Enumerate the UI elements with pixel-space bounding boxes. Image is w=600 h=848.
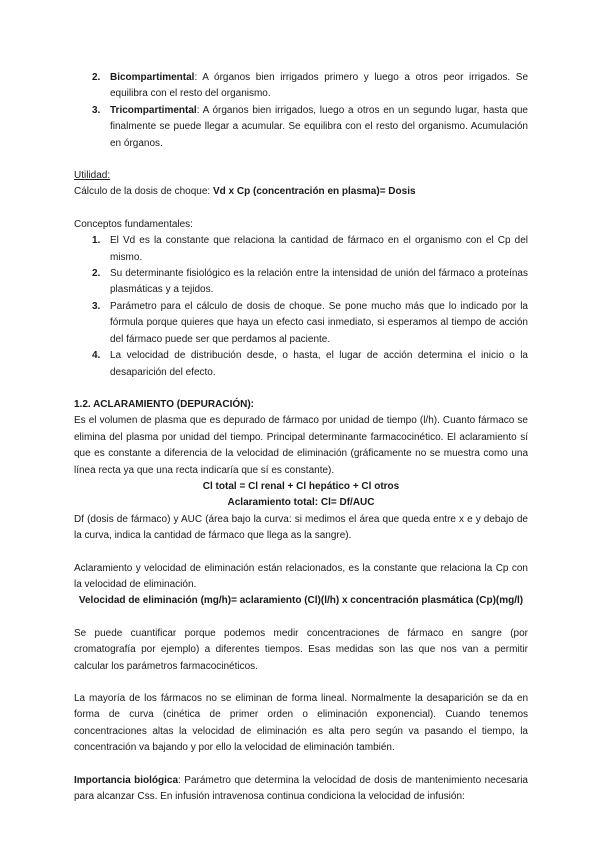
paragraph: Es el volumen de plasma que es depurado de fármaco por unidad de tiempo (l/h). Cuanto fármaco se elimina del plasma por unidad del tiempo. Principal determinante farmacocinético. El aclaramiento sí que es constante a diferencia de la velocidad de eliminación (gráficamente no se muestra como una línea recta ya que una recta indicaría que sí es constante). <box>74 415 528 476</box>
paragraph: Se puede cuantificar porque podemos medir concentraciones de fármaco en sangre (por cromatografía por ejemplo) a diferentes tiempos. Esas medidas son las que nos van a permitir calcular los parámetros farmacocinéticos. <box>74 627 528 672</box>
importancia-term: Importancia biológica <box>74 774 179 786</box>
list-item <box>74 348 528 381</box>
list-number: 3. <box>92 300 101 312</box>
paragraph <box>74 773 528 806</box>
list-number: 4. <box>92 350 101 362</box>
list-item <box>74 103 528 152</box>
utilidad-heading: Utilidad: <box>74 170 111 182</box>
list-text: : A órganos bien irrigados primero y luego a otros peor irrigados. Se equilibra con el resto del organismo. <box>110 72 528 100</box>
conceptos-list <box>74 233 528 381</box>
cl-total-formula: Cl total = Cl renal + Cl hepático + Cl otros <box>202 480 400 492</box>
paragraph: La mayoría de los fármacos no se eliminan de forma lineal. Normalmente la desaparición se da en forma de curva (cinética de primer orden o eliminación exponencial). Cuando tenemos concentraciones altas la velocidad de eliminación es alta pero según va pasando el tiempo, la concentración va bajando y por ello la velocidad de eliminación también. <box>74 693 528 754</box>
list-number: 2. <box>92 268 101 280</box>
utilidad-prefix: Cálculo de la dosis de choque: <box>74 186 213 198</box>
conceptos-heading: Conceptos fundamentales: <box>74 218 193 230</box>
paragraph: Df (dosis de fármaco) y AUC (área bajo la curva: si medimos el área que queda entre x e y debajo de la curva, indica la cantidad de fármaco que llega as la sangre). <box>74 513 528 542</box>
utilidad-line <box>74 184 528 200</box>
list-number: 2. <box>92 72 101 83</box>
list-number: 1. <box>92 235 101 247</box>
list-term: Tricompartimental <box>110 104 197 116</box>
list-text: : A órganos bien irrigados, luego a otros en un segundo lugar, hasta que finalmente se puede llegar a acumular. Se equilibra con el resto del organismo. Acumulación en órganos. <box>110 104 528 149</box>
section-title: 1.2. ACLARAMIENTO (DEPURACIÓN): <box>74 398 255 410</box>
dosis-formula: Vd x Cp (concentración en plasma)= Dosis <box>212 186 416 198</box>
list-item <box>74 299 528 348</box>
list-text: El Vd es la constante que relaciona la cantidad de fármaco en el organismo con el Cp del mismo. <box>110 235 528 263</box>
velocidad-formula: Velocidad de eliminación (mg/h)= aclaramiento (Cl)(l/h) x concentración plasmática (Cp)(mg/l) <box>78 595 524 607</box>
compartment-list <box>74 70 528 152</box>
document-content <box>74 70 528 805</box>
list-item <box>74 70 528 103</box>
list-term: Bicompartimental <box>110 72 195 83</box>
list-text: Su determinante fisiológico es la relación entre la intensidad de unión del fármaco a proteínas plasmáticas y a tejidos. <box>110 268 528 296</box>
list-text: Parámetro para el cálculo de dosis de choque. Se pone mucho más que lo indicado por la fórmula porque quieres que haya un efecto casi inmediato, si esperamos al tiempo de acción del fármaco puede ser que perdamos al paciente. <box>110 300 528 345</box>
paragraph: Aclaramiento y velocidad de eliminación están relacionados, es la constante que relaciona la Cp con la velocidad de eliminación. <box>74 562 528 590</box>
list-number: 3. <box>92 104 101 116</box>
list-item <box>74 233 528 266</box>
aclaramiento-formula: Aclaramiento total: Cl= Df/AUC <box>227 497 375 509</box>
list-item <box>74 266 528 299</box>
importancia-text: : Parámetro que determina la velocidad de dosis de mantenimiento necesaria para alcanzar Css. En infusión intravenosa continua condiciona la velocidad de infusión: <box>74 774 528 803</box>
list-text: La velocidad de distribución desde, o hasta, el lugar de acción determina el inicio o la desaparición del efecto. <box>110 350 528 378</box>
